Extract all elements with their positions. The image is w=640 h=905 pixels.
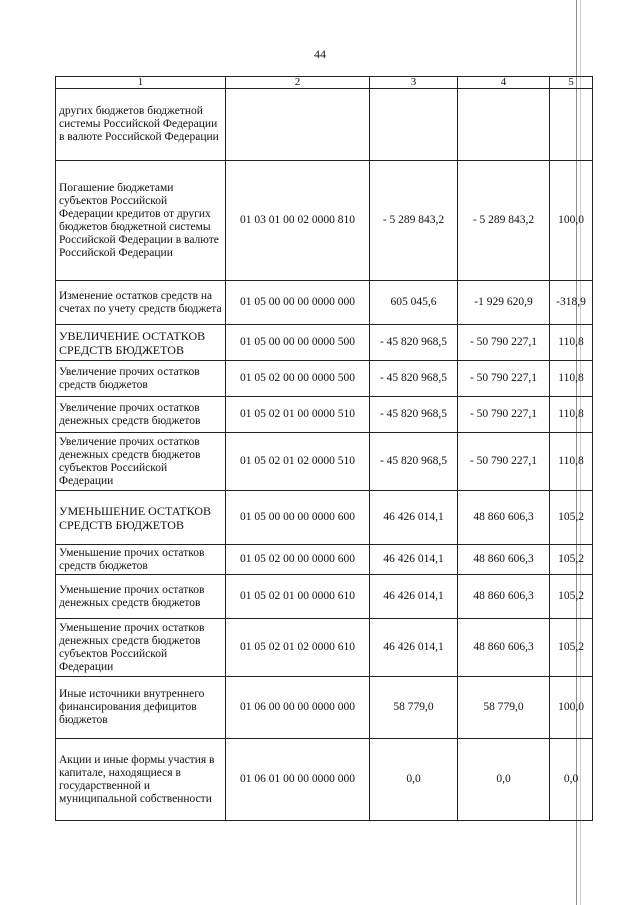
row-actual-value-cell: - 50 790 227,1 xyxy=(458,325,550,361)
row-percent-cell: 105,2 xyxy=(550,491,593,545)
row-plan-value-cell: 46 426 014,1 xyxy=(370,575,458,619)
row-plan-value-cell: 46 426 014,1 xyxy=(370,491,458,545)
table-row xyxy=(56,325,593,361)
row-plan-value-cell xyxy=(370,89,458,161)
table-header-row xyxy=(56,77,593,89)
row-code-cell: 01 05 00 00 00 0000 500 xyxy=(226,325,370,361)
row-actual-value-cell: - 50 790 227,1 xyxy=(458,397,550,433)
row-code-cell: 01 05 02 00 00 0000 600 xyxy=(226,545,370,575)
table-row xyxy=(56,739,593,821)
row-percent-cell: 105,2 xyxy=(550,575,593,619)
row-name-cell: Иные источники внутреннего финансирования дефицитов бюджетов xyxy=(56,677,226,739)
row-code-cell: 01 05 00 00 00 0000 000 xyxy=(226,281,370,325)
row-code-cell: 01 05 02 01 00 0000 610 xyxy=(226,575,370,619)
row-plan-value-cell: 0,0 xyxy=(370,739,458,821)
table-row xyxy=(56,89,593,161)
row-actual-value-cell: 48 860 606,3 xyxy=(458,575,550,619)
row-code-cell: 01 03 01 00 02 0000 810 xyxy=(226,161,370,281)
row-code-cell: 01 05 02 01 00 0000 510 xyxy=(226,397,370,433)
row-actual-value-cell: 48 860 606,3 xyxy=(458,545,550,575)
row-name-cell: Увеличение прочих остатков денежных средств бюджетов субъектов Российской Федерации xyxy=(56,433,226,491)
table-row xyxy=(56,545,593,575)
row-percent-cell: 110,8 xyxy=(550,433,593,491)
table-row xyxy=(56,491,593,545)
row-code-cell: 01 06 01 00 00 0000 000 xyxy=(226,739,370,821)
row-percent-cell: 105,2 xyxy=(550,545,593,575)
row-actual-value-cell: - 50 790 227,1 xyxy=(458,361,550,397)
row-plan-value-cell: - 5 289 843,2 xyxy=(370,161,458,281)
row-name-cell: других бюджетов бюджетной системы Российской Федерации в валюте Российской Федерации xyxy=(56,89,226,161)
row-actual-value-cell: 58 779,0 xyxy=(458,677,550,739)
row-name-cell: Уменьшение прочих остатков денежных средств бюджетов субъектов Российской Федерации xyxy=(56,619,226,677)
column-header-3: 3 xyxy=(370,77,458,89)
table-row xyxy=(56,575,593,619)
row-actual-value-cell: 0,0 xyxy=(458,739,550,821)
budget-sources-table xyxy=(55,76,593,821)
row-plan-value-cell: 46 426 014,1 xyxy=(370,545,458,575)
table-row xyxy=(56,397,593,433)
row-percent-cell: 0,0 xyxy=(550,739,593,821)
row-actual-value-cell: -1 929 620,9 xyxy=(458,281,550,325)
row-name-cell: Уменьшение прочих остатков средств бюджетов xyxy=(56,545,226,575)
row-plan-value-cell: 605 045,6 xyxy=(370,281,458,325)
table-row xyxy=(56,677,593,739)
row-plan-value-cell: 58 779,0 xyxy=(370,677,458,739)
row-plan-value-cell: - 45 820 968,5 xyxy=(370,361,458,397)
row-code-cell: 01 05 02 01 02 0000 610 xyxy=(226,619,370,677)
row-name-cell: Погашение бюджетами субъектов Российской Федерации кредитов от других бюджетов бюджетной системы Российской Федерации в валюте Российской Федерации xyxy=(56,161,226,281)
page-number: 44 xyxy=(314,47,326,61)
table-row xyxy=(56,281,593,325)
column-header-2: 2 xyxy=(226,77,370,89)
table-row xyxy=(56,161,593,281)
row-code-cell: 01 05 02 01 02 0000 510 xyxy=(226,433,370,491)
row-plan-value-cell: 46 426 014,1 xyxy=(370,619,458,677)
row-plan-value-cell: - 45 820 968,5 xyxy=(370,433,458,491)
column-header-4: 4 xyxy=(458,77,550,89)
column-header-1: 1 xyxy=(56,77,226,89)
row-percent-cell: 100,0 xyxy=(550,677,593,739)
column-header-5: 5 xyxy=(550,77,593,89)
row-actual-value-cell: 48 860 606,3 xyxy=(458,619,550,677)
row-plan-value-cell: - 45 820 968,5 xyxy=(370,397,458,433)
table-row xyxy=(56,361,593,397)
row-name-cell: УВЕЛИЧЕНИЕ ОСТАТКОВ СРЕДСТВ БЮДЖЕТОВ xyxy=(56,325,226,361)
row-actual-value-cell: 48 860 606,3 xyxy=(458,491,550,545)
row-code-cell: 01 06 00 00 00 0000 000 xyxy=(226,677,370,739)
table-row xyxy=(56,433,593,491)
table-row xyxy=(56,619,593,677)
row-actual-value-cell: - 5 289 843,2 xyxy=(458,161,550,281)
row-name-cell: Увеличение прочих остатков денежных средств бюджетов xyxy=(56,397,226,433)
row-plan-value-cell: - 45 820 968,5 xyxy=(370,325,458,361)
row-code-cell: 01 05 02 00 00 0000 500 xyxy=(226,361,370,397)
row-percent-cell: 105,2 xyxy=(550,619,593,677)
row-code-cell xyxy=(226,89,370,161)
row-actual-value-cell: - 50 790 227,1 xyxy=(458,433,550,491)
row-name-cell: УМЕНЬШЕНИЕ ОСТАТКОВ СРЕДСТВ БЮДЖЕТОВ xyxy=(56,491,226,545)
row-percent-cell: 110,8 xyxy=(550,361,593,397)
row-code-cell: 01 05 00 00 00 0000 600 xyxy=(226,491,370,545)
row-name-cell: Акции и иные формы участия в капитале, находящиеся в государственной и муниципальной собственности xyxy=(56,739,226,821)
row-name-cell: Уменьшение прочих остатков денежных средств бюджетов xyxy=(56,575,226,619)
row-percent-cell: 100,0 xyxy=(550,161,593,281)
row-percent-cell: 110,8 xyxy=(550,325,593,361)
row-name-cell: Изменение остатков средств на счетах по учету средств бюджета xyxy=(56,281,226,325)
row-percent-cell: -318,9 xyxy=(550,281,593,325)
row-percent-cell: 110,8 xyxy=(550,397,593,433)
row-name-cell: Увеличение прочих остатков средств бюджетов xyxy=(56,361,226,397)
row-percent-cell xyxy=(550,89,593,161)
row-actual-value-cell xyxy=(458,89,550,161)
